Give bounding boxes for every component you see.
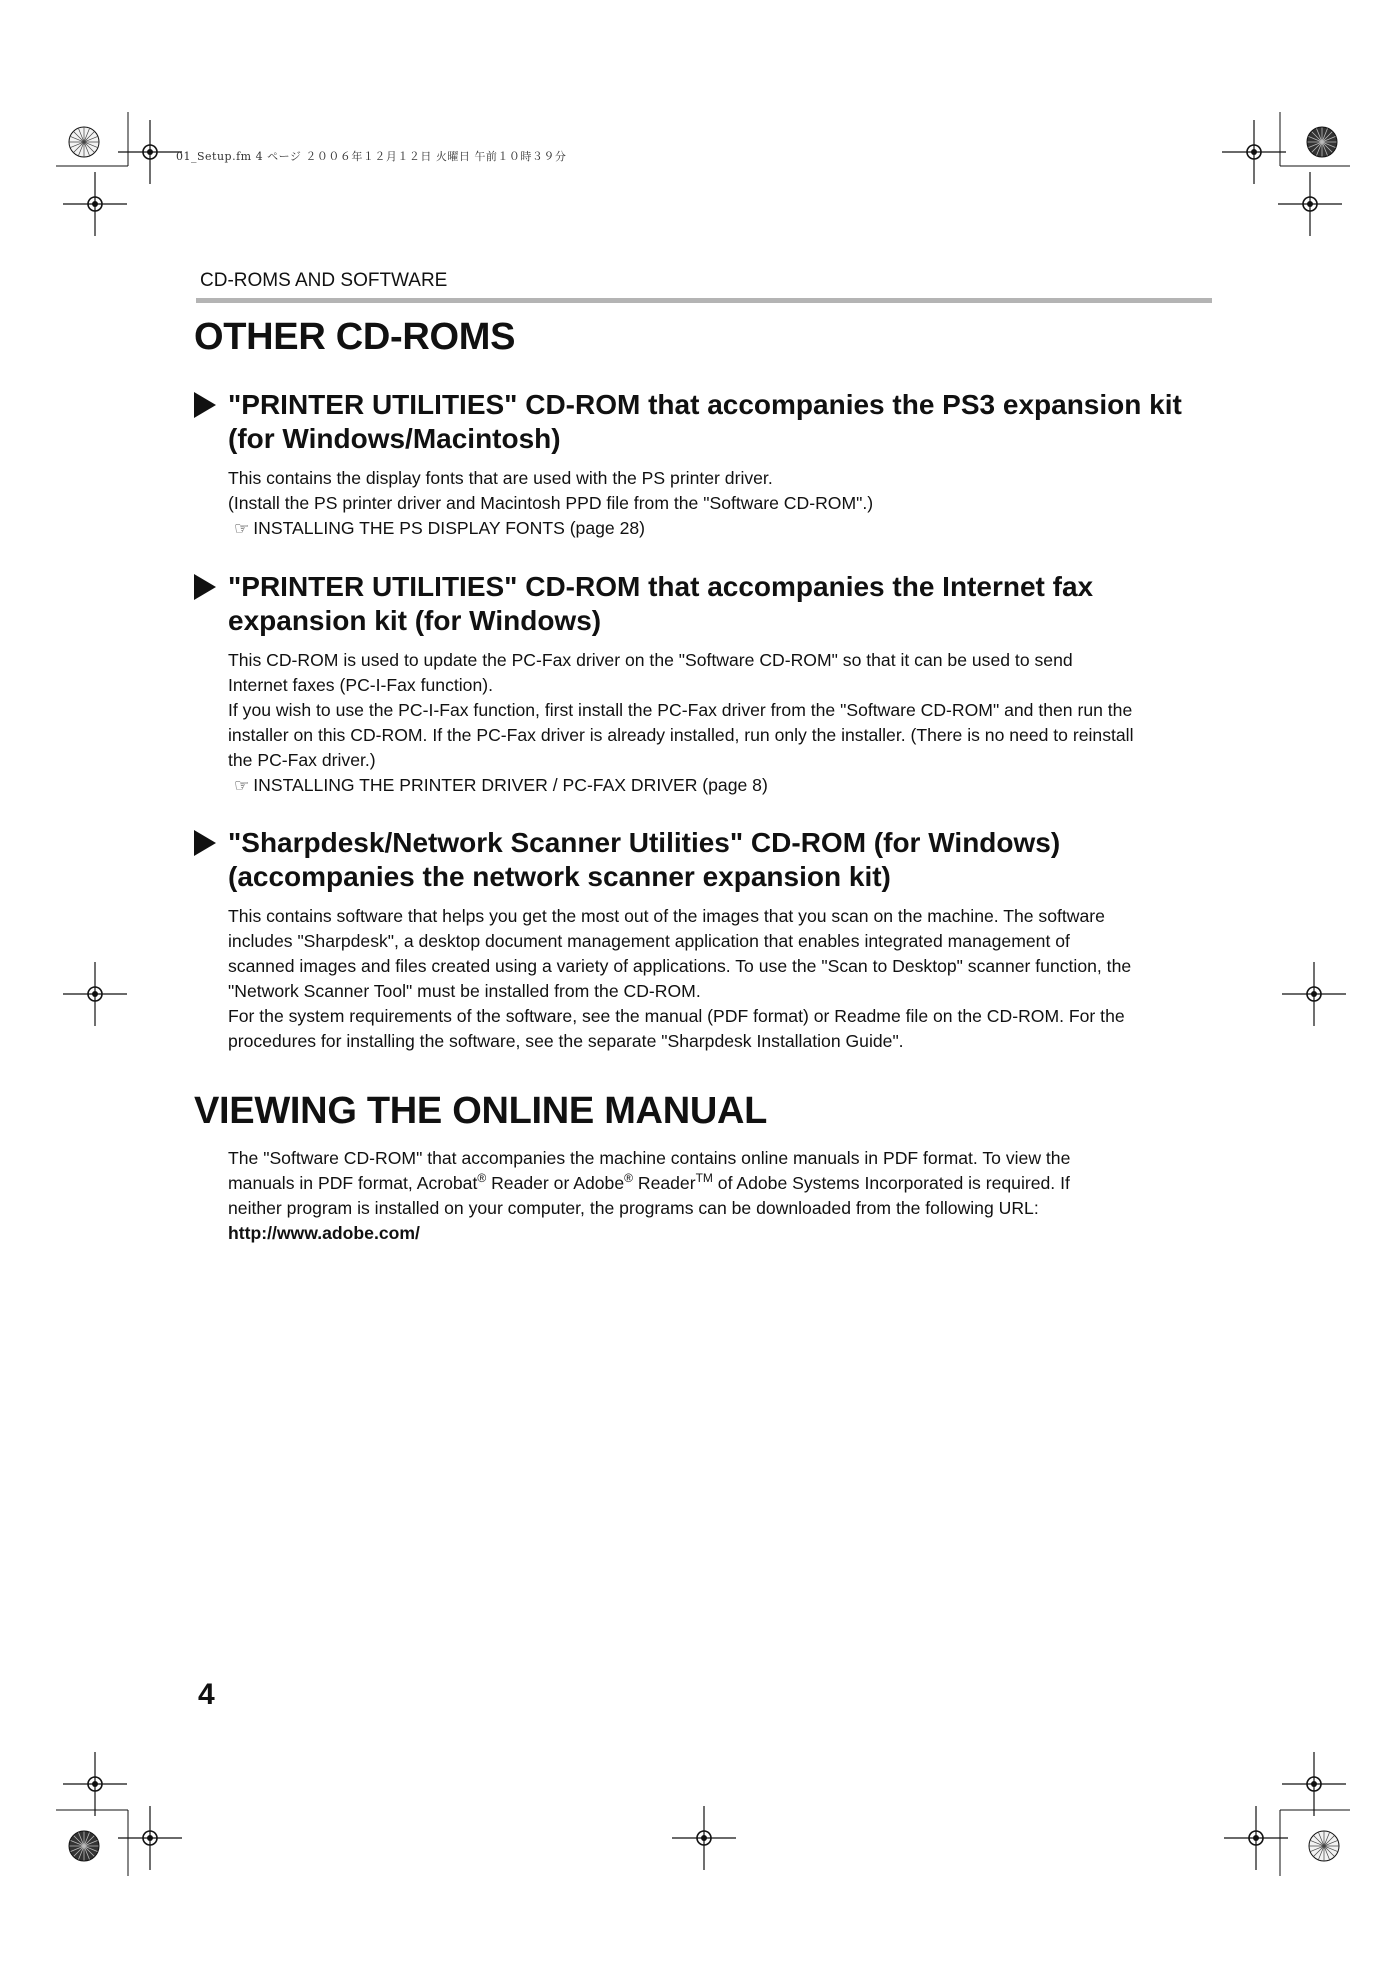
section-body: This CD-ROM is used to update the PC-Fax driver on the "Software CD-ROM" so that it can be used to send Internet faxes (PC-I-Fax function). If you wish to use the PC-I-Fax function, first install the PC-Fax driver from the "Software CD-ROM" and then run the installer on this CD-ROM. If the PC-Fax driver is already installed, run only the installer. (There is no need to reinstall the PC-Fax driver.) ☞ INSTALLING THE PRINTER DRIVER / PC-FAX DRIVER (page 8) bbox=[228, 648, 1214, 798]
section-ps3-printer-utilities bbox=[194, 388, 1214, 541]
page-number: 4 bbox=[198, 1678, 215, 1711]
section-online-manual bbox=[194, 1146, 1214, 1246]
cross-reference[interactable]: ☞ INSTALLING THE PRINTER DRIVER / PC-FAX DRIVER (page 8) bbox=[234, 773, 1214, 798]
section-body: This contains software that helps you get the most out of the images that you scan on the machine. The software includes "Sharpdesk", a desktop document management application that enables integrated management of scanned images and files created using a variety of applications. To use the "Scan to Desktop" scanner function, the "Network Scanner Tool" must be installed from the CD-ROM. For the system requirements of the software, see the manual (PDF format) or Readme file on the CD-ROM. For the procedures for installing the software, see the separate "Sharpdesk Installation Guide". bbox=[228, 906, 1132, 1051]
cross-reference[interactable]: ☞ INSTALLING THE PS DISPLAY FONTS (page 28) bbox=[234, 516, 1214, 541]
section-title: "PRINTER UTILITIES" CD-ROM that accompanies the PS3 expansion kit (for Windows/Macintosh) bbox=[228, 389, 1182, 454]
triangle-bullet-icon bbox=[194, 392, 216, 418]
adobe-url-link[interactable]: http://www.adobe.com/ bbox=[228, 1223, 420, 1243]
pointing-hand-icon: ☞ bbox=[234, 776, 250, 795]
section-title: "PRINTER UTILITIES" CD-ROM that accompanies the Internet fax expansion kit (for Windows) bbox=[228, 571, 1094, 636]
running-header: CD-ROMS AND SOFTWARE bbox=[200, 270, 448, 291]
heading-viewing-online-manual: VIEWING THE ONLINE MANUAL bbox=[194, 1090, 768, 1132]
pointing-hand-icon: ☞ bbox=[234, 519, 250, 538]
section-title: "Sharpdesk/Network Scanner Utilities" CD-ROM (for Windows) (accompanies the network scanner expansion kit) bbox=[228, 827, 1061, 892]
section-body: The "Software CD-ROM" that accompanies the machine contains online manuals in PDF format. To view the manuals in PDF format, Acrobat® Reader or Adobe® Reader™ of Adobe Systems Incorporated is required. If neither program is installed on your computer, the programs can be downloaded from the following URL: http://www.adobe.com/ bbox=[228, 1146, 1214, 1246]
section-body: This contains the display fonts that are used with the PS printer driver. (Install the PS printer driver and Macintosh PPD file from the "Software CD-ROM".) ☞ INSTALLING THE PS DISPLAY FONTS (page 28) bbox=[228, 466, 1214, 541]
heading-other-cd-roms: OTHER CD-ROMS bbox=[194, 316, 516, 358]
print-slug: 01_Setup.fm 4 ページ ２００６年１２月１２日 火曜日 午前１０時３９分 bbox=[176, 150, 567, 163]
header-rule bbox=[196, 298, 1212, 303]
triangle-bullet-icon bbox=[194, 574, 216, 600]
triangle-bullet-icon bbox=[194, 830, 216, 856]
section-sharpdesk-network-scanner bbox=[194, 826, 1214, 1054]
section-internet-fax-printer-utilities bbox=[194, 570, 1214, 798]
